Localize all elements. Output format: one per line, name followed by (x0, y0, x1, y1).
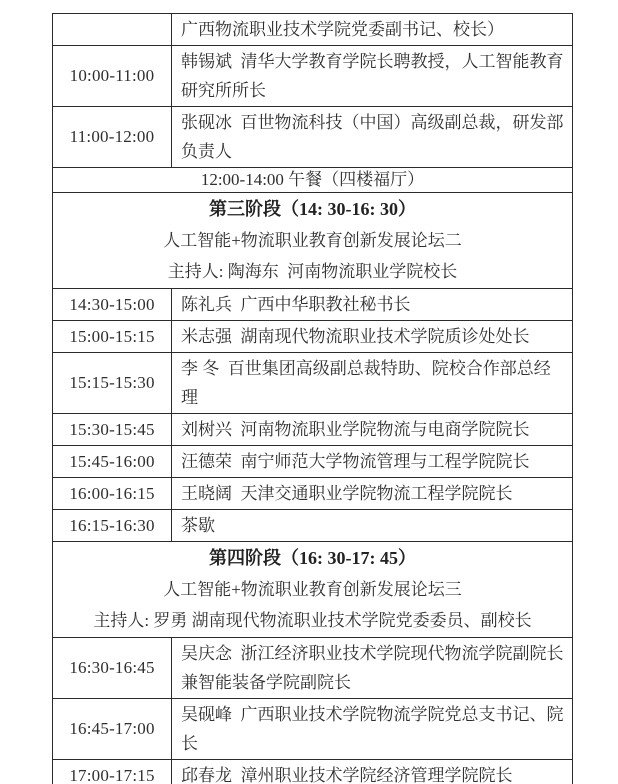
section-host-line: 主持人: 罗勇 湖南现代物流职业技术学院党委委员、副校长 (93, 611, 532, 630)
agenda-row (53, 445, 572, 477)
agenda-table (52, 13, 573, 784)
stage-section-row (53, 192, 572, 288)
agenda-row (53, 320, 572, 352)
content-line: 汪德荣 南宁师范大学物流管理与工程学院院长 (181, 452, 530, 471)
section-title: 第三阶段（14: 30-16: 30） (209, 199, 416, 219)
time-cell: 10:00-11:00 (53, 46, 172, 106)
agenda-row (53, 698, 572, 759)
content-cell (172, 760, 572, 784)
agenda-row (53, 106, 572, 167)
content-cell (172, 46, 572, 106)
content-line: 陈礼兵 广西中华职教社秘书长 (181, 295, 411, 314)
time-cell: 15:30-15:45 (53, 414, 172, 445)
section-forum-line: 人工智能+物流职业教育创新发展论坛二 (163, 231, 462, 250)
time-cell (53, 14, 172, 45)
content-cell (172, 14, 572, 45)
section-title: 第四阶段（16: 30-17: 45） (209, 548, 416, 568)
content-line: 研究所所长 (181, 81, 266, 100)
content-line: 吴砚峰 广西职业技术学院物流学院党总支书记、院 (181, 705, 564, 724)
content-cell (172, 353, 572, 413)
content-line: 王晓阔 天津交通职业学院物流工程学院院长 (181, 484, 513, 503)
content-cell (172, 321, 572, 352)
content-cell (172, 510, 572, 541)
content-line: 广西物流职业技术学院党委副书记、校长） (181, 20, 504, 39)
agenda-row (53, 637, 572, 698)
time-cell: 11:00-12:00 (53, 107, 172, 167)
content-line: 张砚冰 百世物流科技（中国）高级副总裁，研发部 (181, 113, 564, 132)
agenda-row (53, 509, 572, 541)
content-line: 李 冬 百世集团高级副总裁特助、院校合作部总经理 (181, 359, 551, 407)
content-line: 茶歇 (181, 516, 215, 535)
content-cell (172, 446, 572, 477)
agenda-row (53, 352, 572, 413)
content-line: 刘树兴 河南物流职业学院物流与电商学院院长 (181, 420, 530, 439)
time-cell: 15:00-15:15 (53, 321, 172, 352)
time-cell: 16:15-16:30 (53, 510, 172, 541)
section-forum-line: 人工智能+物流职业教育创新发展论坛三 (163, 580, 462, 599)
lunch-banner-row (53, 167, 572, 192)
time-cell: 17:00-17:15 (53, 760, 172, 784)
content-line: 负责人 (181, 142, 232, 161)
stage-section-row (53, 541, 572, 637)
time-cell: 16:00-16:15 (53, 478, 172, 509)
agenda-row (53, 14, 572, 45)
content-line: 吴庆念 浙江经济职业技术学院现代物流学院副院长 (181, 644, 564, 663)
time-cell: 14:30-15:00 (53, 289, 172, 320)
section-host-line: 主持人: 陶海东 河南物流职业学院校长 (167, 262, 458, 281)
content-line: 米志强 湖南现代物流职业技术学院质诊处处长 (181, 327, 530, 346)
content-cell (172, 107, 572, 167)
time-cell: 15:45-16:00 (53, 446, 172, 477)
time-cell: 16:45-17:00 (53, 699, 172, 759)
time-cell: 16:30-16:45 (53, 638, 172, 698)
content-cell (172, 478, 572, 509)
content-line: 韩锡斌 清华大学教育学院长聘教授，人工智能教育 (181, 52, 564, 71)
content-line: 兼智能装备学院副院长 (181, 673, 351, 692)
content-cell (172, 289, 572, 320)
content-cell (172, 414, 572, 445)
agenda-row (53, 759, 572, 784)
agenda-row (53, 413, 572, 445)
time-cell: 15:15-15:30 (53, 353, 172, 413)
agenda-row (53, 288, 572, 320)
content-line: 邱春龙 漳州职业技术学院经济管理学院院长 (181, 766, 513, 784)
banner-text: 12:00-14:00 午餐（四楼福厅） (200, 170, 425, 189)
content-line: 长 (181, 734, 198, 753)
agenda-row (53, 477, 572, 509)
content-cell (172, 699, 572, 759)
agenda-row (53, 45, 572, 106)
content-cell (172, 638, 572, 698)
